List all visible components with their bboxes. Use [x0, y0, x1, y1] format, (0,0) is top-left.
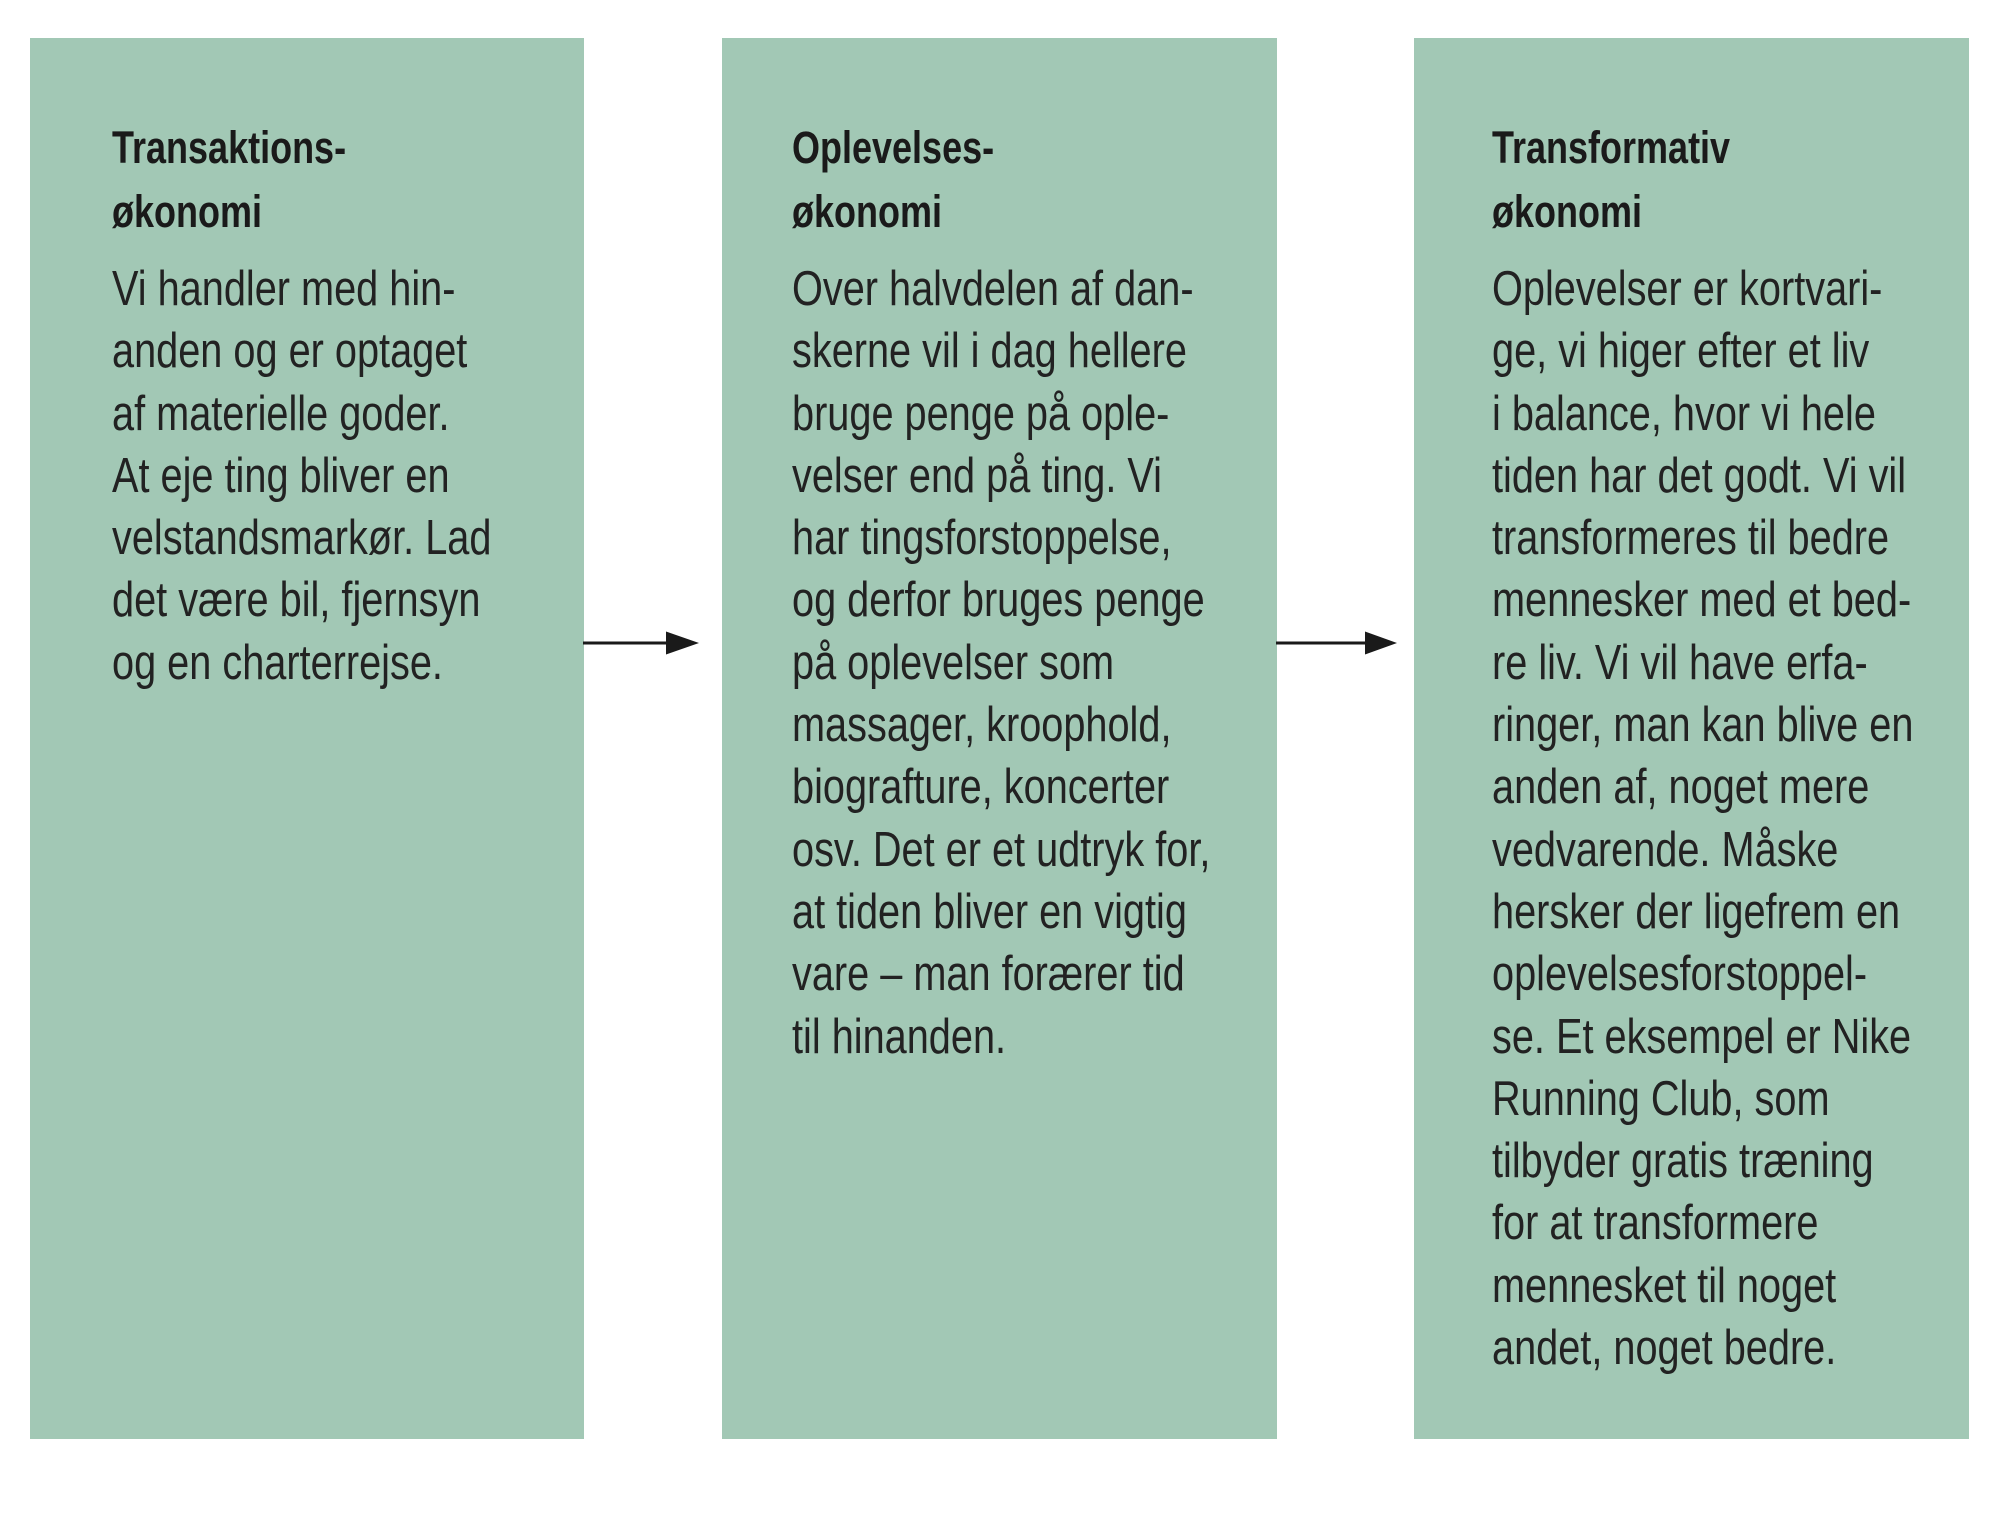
title-line: økonomi [1492, 186, 1642, 237]
text-line: skerne vil i dag hellere [792, 324, 1187, 379]
text-line: oplevelsesforstoppel- [1492, 947, 1868, 1002]
arrow-right-icon [583, 631, 701, 655]
text-line: og derfor bruges penge [792, 573, 1205, 628]
text-line: for at transformere [1492, 1196, 1819, 1251]
text-line: transformeres til bedre [1492, 511, 1890, 566]
text-line: bruge penge på ople- [792, 386, 1170, 441]
text-line: vare – man forærer tid [792, 947, 1185, 1002]
text-line: osv. Det er et udtryk for, [792, 822, 1211, 877]
text-line: Oplevelser er kortvari- [1492, 262, 1883, 316]
text-line: på oplevelser som [792, 635, 1115, 690]
stage-description-transaktionsokonomi [112, 258, 580, 694]
stage-title-transaktionsokonomi [112, 116, 405, 244]
text-line: Vi handler med hin- [112, 262, 456, 316]
stage-box-transaktionsokonomi [30, 38, 584, 1439]
text-line: det være bil, fjernsyn [112, 573, 481, 628]
stage-description-transformativ-okonomi [1492, 258, 2000, 1379]
text-line: At eje ting bliver en [112, 448, 450, 503]
title-line: økonomi [792, 186, 942, 237]
text-line: anden af, noget mere [1492, 760, 1870, 815]
text-line: anden og er optaget [112, 324, 468, 379]
text-line: velstandsmarkør. Lad [112, 511, 492, 566]
text-line: i balance, hvor vi hele [1492, 386, 1876, 441]
text-line: se. Et eksempel er Nike [1492, 1009, 1912, 1064]
text-line: andet, noget bedre. [1492, 1321, 1837, 1376]
title-line: Transformativ [1492, 122, 1731, 173]
text-line: tilbyder gratis træning [1492, 1134, 1874, 1189]
text-line: vedvarende. Måske [1492, 822, 1839, 877]
stage-description-oplevelsesokonomi [792, 258, 1309, 1068]
title-line: Transaktions- [112, 122, 347, 173]
text-line: massager, kroophold, [792, 698, 1172, 753]
arrow-right-icon [1276, 631, 1398, 655]
title-line: økonomi [112, 186, 262, 237]
title-line: Oplevelses- [792, 122, 995, 173]
arrow-right-icon-svg [583, 631, 701, 655]
text-line: hersker der ligefrem en [1492, 884, 1901, 939]
stage-title-oplevelsesokonomi [792, 116, 1045, 244]
text-line: re liv. Vi vil have erfa- [1492, 635, 1868, 690]
text-line: Running Club, som [1492, 1071, 1830, 1126]
text-line: ringer, man kan blive en [1492, 698, 1914, 753]
text-line: at tiden bliver en vigtig [792, 884, 1187, 939]
text-line: og en charterrejse. [112, 635, 443, 690]
text-line: mennesker med et bed- [1492, 573, 1912, 628]
text-line: Over halvdelen af dan- [792, 262, 1194, 316]
text-line: biografture, koncerter [792, 760, 1170, 815]
text-line: til hinanden. [792, 1009, 1007, 1064]
text-line: ge, vi higer efter et liv [1492, 324, 1870, 379]
text-line: har tingsforstoppelse, [792, 511, 1172, 566]
arrow-right-icon-svg [1276, 631, 1398, 655]
text-line: tiden har det godt. Vi vil [1492, 448, 1907, 503]
text-line: velser end på ting. Vi [792, 448, 1162, 503]
text-line: mennesket til noget [1492, 1258, 1837, 1313]
text-line: af materielle goder. [112, 386, 450, 441]
stage-title-transformativ-okonomi [1492, 116, 1790, 244]
